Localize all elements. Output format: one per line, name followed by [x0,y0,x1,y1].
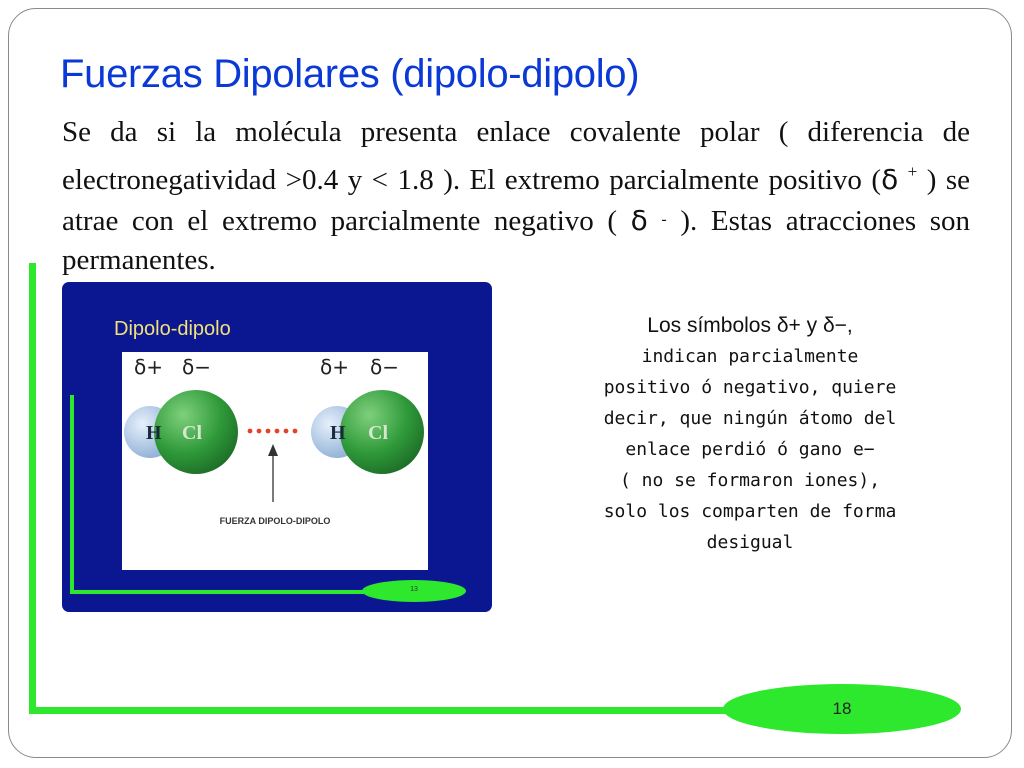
delta-plus-label-2: δ+ [320,355,349,379]
note-line-4: decir, que ningún átomo del [603,408,897,429]
inner-green-vertical-bar [70,395,74,594]
green-horizontal-bar [29,707,749,714]
body-text-part2: ) se atrae con el extremo parcialmente negativo ( [62,164,971,237]
delta-minus-sign: - [661,211,667,228]
image-heading: Dipolo-dipolo [114,318,231,340]
page-number-badge [723,684,961,734]
body-text-part1: Se da si la molécula presenta enlace covalente polar ( diferencia de electronegatividad >0.4 y < 1.8 ). El extremo parcialmente positivo ( [62,116,970,196]
molecule-svg [122,352,428,570]
atom-cl-label-2: Cl [368,422,388,444]
dipole-image-panel [62,282,492,612]
force-label: FUERZA DIPOLO-DIPOLO [219,516,331,526]
dipole-dots [248,429,298,434]
delta-plus-sign: + [907,162,918,181]
note-line-6: ( no se formaron iones), [619,470,881,491]
note-line-7: solo los comparten de forma [603,501,897,522]
delta-minus-label-1: δ− [182,355,211,379]
atom-h-label-2: H [330,422,346,444]
explanation-note [566,310,934,558]
delta-minus-label-2: δ− [370,355,399,379]
green-vertical-bar [29,263,36,714]
inner-page-badge [362,580,466,602]
molecule-illustration [122,352,428,570]
delta-symbol: δ [881,163,899,196]
delta-symbol-2: δ [630,204,648,237]
body-paragraph [62,113,970,280]
page-number: 18 [832,699,852,718]
inner-green-horizontal-bar [70,590,370,594]
slide-title: Fuerzas Dipolares (dipolo-dipolo) [60,52,640,96]
note-line-2: indican parcialmente [641,346,859,367]
atom-cl-label-1: Cl [182,422,202,444]
atom-h-label-1: H [146,422,162,444]
note-line-5: enlace perdió ó gano e− [625,439,875,460]
body-text-part3: ). Estas atracciones son permanentes. [62,205,971,276]
delta-plus-label-1: δ+ [134,355,163,379]
note-line-3: positivo ó negativo, quiere [603,377,897,398]
note-line-8: desigual [706,532,794,553]
inner-page-number: 13 [410,586,418,593]
force-arrow-head [268,444,278,456]
note-line-1: Los símbolos δ+ y δ−, [647,314,853,337]
